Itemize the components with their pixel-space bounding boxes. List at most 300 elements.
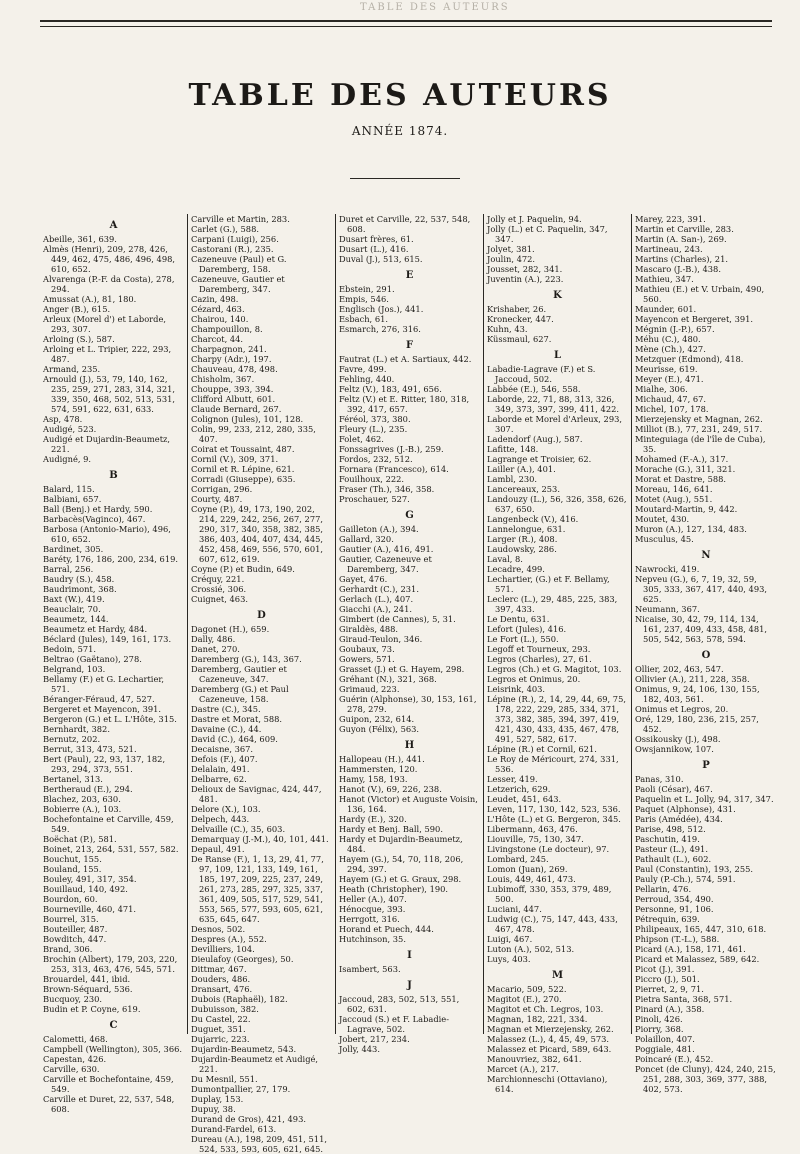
author-entry: Esmarch, 276, 316. bbox=[339, 324, 421, 334]
author-entry: Guyon (Félix), 563. bbox=[339, 724, 420, 734]
author-entry: Phipson (T.-L.), 588. bbox=[635, 934, 720, 944]
author-entry: Devilliers, 104. bbox=[191, 944, 255, 954]
author-entry: Herrgott, 316. bbox=[339, 914, 400, 924]
author-entry: Delalain, 491. bbox=[191, 764, 250, 774]
author-entry: Joulin, 472. bbox=[487, 254, 536, 264]
author-entry: Jaccoud, 283, 502, 513, 551, 602, 631. bbox=[339, 994, 460, 1014]
author-entry: Gerlach (L.), 407. bbox=[339, 594, 414, 604]
author-entry: Arloing (S.), 587. bbox=[43, 334, 115, 344]
author-entry: Fonssagrives (J.-B.), 259. bbox=[339, 444, 444, 454]
author-entry: Hayem (G.), 54, 70, 118, 206, 294, 397. bbox=[339, 854, 464, 874]
author-entry: Küssmaul, 627. bbox=[487, 334, 552, 344]
author-entry: Grasset (J.) et G. Hayem, 298. bbox=[339, 664, 465, 674]
author-entry: Paul (Constantin), 193, 255. bbox=[635, 864, 754, 874]
author-entry: Louis, 449, 461, 473. bbox=[487, 874, 576, 884]
author-entry: Decaisne, 367. bbox=[191, 744, 254, 754]
author-entry: Hallopeau (H.), 441. bbox=[339, 754, 425, 764]
index-column bbox=[336, 214, 484, 1054]
author-entry: Pierret, 2, 9, 71. bbox=[635, 984, 704, 994]
author-entry: Durand-Fardel, 613. bbox=[191, 1124, 277, 1134]
author-entry: Picot (J.), 391. bbox=[635, 964, 695, 974]
author-entry: Nawrocki, 419. bbox=[635, 564, 700, 574]
author-entry: Pinoli, 426. bbox=[635, 1014, 683, 1024]
author-entry: Defois (F.), 407. bbox=[191, 754, 258, 764]
author-entry: Boinet, 213, 264, 531, 557, 582. bbox=[43, 844, 179, 854]
author-entry: Jobert, 217, 234. bbox=[339, 1034, 410, 1044]
author-entry: Gowers, 571. bbox=[339, 654, 395, 664]
author-entry: Daremberg (G.) et Paul Cazeneuve, 158. bbox=[191, 684, 289, 704]
author-entry: Boëchat (P.), 581. bbox=[43, 834, 117, 844]
author-entry: Bardinet, 305. bbox=[43, 544, 104, 554]
author-entry: Dujardin-Beaumetz et Audigé, 221. bbox=[191, 1054, 319, 1074]
author-entry: Livingstone (Le docteur), 97. bbox=[487, 844, 610, 854]
author-entry: Langenbeck (V.), 416. bbox=[487, 514, 579, 524]
author-entry: Dujarric, 223. bbox=[191, 1034, 250, 1044]
author-entry: Isambert, 563. bbox=[339, 964, 401, 974]
author-entry: Claude Bernard, 267. bbox=[191, 404, 282, 414]
author-entry: Fouilhoux, 222. bbox=[339, 474, 405, 484]
author-entry: Bourdon, 60. bbox=[43, 894, 98, 904]
author-entry: Picard et Malassez, 589, 642. bbox=[635, 954, 760, 964]
author-entry: Du Mesnil, 551. bbox=[191, 1074, 258, 1084]
author-entry: Fehling, 440. bbox=[339, 374, 395, 384]
author-entry: Corrigan, 296. bbox=[191, 484, 253, 494]
author-entry: Bernutz, 202. bbox=[43, 734, 101, 744]
author-entry: Chauveau, 478, 498. bbox=[191, 364, 278, 374]
author-entry: Proschauer, 527. bbox=[339, 494, 410, 504]
author-entry: Feltz (V.), 183, 491, 656. bbox=[339, 384, 442, 394]
author-entry: Beaumetz, 144. bbox=[43, 614, 109, 624]
author-entry: Lecadre, 499. bbox=[487, 564, 545, 574]
author-entry: Hayem (G.) et G. Graux, 298. bbox=[339, 874, 462, 884]
author-entry: Nepveu (G.), 6, 7, 19, 32, 59, 305, 333, 367, 417, 440, 493, 625. bbox=[635, 574, 768, 604]
author-entry: Cuignet, 463. bbox=[191, 594, 248, 604]
author-entry: Paoli (César), 467. bbox=[635, 784, 713, 794]
author-entry: Dusart frères, 61. bbox=[339, 234, 414, 244]
author-entry: Polaillon, 407. bbox=[635, 1034, 695, 1044]
author-entry: Macario, 509, 522. bbox=[487, 984, 567, 994]
author-entry: Bellamy (F.) et G. Lechartier, 571. bbox=[43, 674, 165, 694]
author-entry: Armand, 235. bbox=[43, 364, 101, 374]
author-entry: Laborde, 22, 71, 88, 313, 326, 349, 373, 397, 399, 411, 422. bbox=[487, 394, 620, 414]
author-entry: Charpy (Adr.), 197. bbox=[191, 354, 272, 364]
author-entry: Minteguiaga (de l'île de Cuba), 35. bbox=[635, 434, 766, 454]
author-entry: Bedoin, 571. bbox=[43, 644, 97, 654]
author-entry: Hanot (V.), 69, 226, 238. bbox=[339, 784, 442, 794]
author-entry: Fordos, 232, 512. bbox=[339, 454, 413, 464]
author-entry: Carlet (G.), 588. bbox=[191, 224, 259, 234]
author-entry: Esbach, 61. bbox=[339, 314, 389, 324]
author-entry: Ludwig (C.), 75, 147, 443, 433, 467, 478. bbox=[487, 914, 618, 934]
author-entry: Moutet, 430. bbox=[635, 514, 690, 524]
author-entry: Paschutin, 419. bbox=[635, 834, 700, 844]
author-entry: Libermann, 463, 476. bbox=[487, 824, 578, 834]
author-entry: Malassez et Picard, 589, 643. bbox=[487, 1044, 612, 1054]
author-entry: David (C.), 464, 609. bbox=[191, 734, 278, 744]
author-entry: Martin et Carville, 283. bbox=[635, 224, 734, 234]
section-letter: C bbox=[109, 1020, 118, 1031]
author-entry: Bert (Paul), 22, 93, 137, 182, 293, 294, 373, 551. bbox=[43, 754, 166, 774]
index-column bbox=[632, 214, 780, 1094]
author-entry: Morache (G.), 311, 321. bbox=[635, 464, 736, 474]
author-entry: Barral, 256. bbox=[43, 564, 94, 574]
author-entry: Bobierre (A.), 103. bbox=[43, 804, 122, 814]
author-entry: Magnan, 182, 221, 334. bbox=[487, 1014, 588, 1024]
author-entry: Feltz (V.) et E. Ritter, 180, 318, 392, 417, 657. bbox=[339, 394, 470, 414]
author-entry: Fautrat (L.) et A. Sartiaux, 442. bbox=[339, 354, 472, 364]
author-entry: Mathieu, 347. bbox=[635, 274, 694, 284]
author-entry: Almès (Henri), 209, 278, 426, 449, 462, 475, 486, 496, 498, 610, 652. bbox=[43, 244, 176, 274]
author-entry: Courty, 487. bbox=[191, 494, 243, 504]
author-entry: Leclerc (L.), 29, 485, 225, 383, 397, 433. bbox=[487, 594, 618, 614]
author-entry: Gimbert (de Cannes), 5, 31. bbox=[339, 614, 456, 624]
author-entry: Du Castel, 22. bbox=[191, 1014, 251, 1024]
author-entry: Metzquer (Edmond), 418. bbox=[635, 354, 744, 364]
author-entry: Dally, 486. bbox=[191, 634, 236, 644]
author-entry: Bowditch, 447. bbox=[43, 934, 107, 944]
author-entry: Pasteur (L.), 491. bbox=[635, 844, 708, 854]
author-entry: Ollivier (A.), 211, 228, 358. bbox=[635, 674, 750, 684]
author-entry: Meurisse, 619. bbox=[635, 364, 698, 374]
author-entry: Magitot et Ch. Legros, 103. bbox=[487, 1004, 604, 1014]
section-letter: I bbox=[407, 950, 412, 961]
author-entry: Lechartier, (G.) et F. Bellamy, 571. bbox=[487, 574, 610, 594]
author-entry: Cazeneuve, Gautier et Daremberg, 347. bbox=[191, 274, 285, 294]
author-entry: Bouland, 155. bbox=[43, 864, 102, 874]
author-entry: Piccro (J.), 501. bbox=[635, 974, 700, 984]
author-entry: Daremberg, Gautier et Cazeneuve, 347. bbox=[191, 664, 287, 684]
author-entry: Oré, 129, 180, 236, 215, 257, 452. bbox=[635, 714, 759, 734]
author-entry: Hénocque, 393. bbox=[339, 904, 406, 914]
author-entry: Leven, 117, 130, 142, 523, 536. bbox=[487, 804, 621, 814]
author-entry: Meyer (E.), 471. bbox=[635, 374, 704, 384]
author-entry: Kronecker, 447. bbox=[487, 314, 554, 324]
author-entry: Carville et Bochefontaine, 459, 549. bbox=[43, 1074, 174, 1094]
author-entry: Picard (A.), 158, 171, 461. bbox=[635, 944, 746, 954]
author-entry: Dureau (A.), 198, 209, 451, 511, 524, 533, 593, 605, 621, 645. bbox=[191, 1134, 327, 1154]
author-entry: Béranger-Féraud, 47, 527. bbox=[43, 694, 155, 704]
author-entry: Nicaise, 30, 42, 79, 114, 134, 161, 237, 409, 433, 458, 481, 505, 542, 563, 578, 594. bbox=[635, 614, 768, 644]
author-entry: Giraud-Teulon, 346. bbox=[339, 634, 423, 644]
author-entry: Audigé et Dujardin-Beaumetz, 221. bbox=[43, 434, 171, 454]
author-entry: Pauly (P.-Ch.), 574, 591. bbox=[635, 874, 736, 884]
author-entry: Labbée (E.), 546, 558. bbox=[487, 384, 581, 394]
author-entry: Guérin (Alphonse), 30, 153, 161, 278, 279. bbox=[339, 694, 477, 714]
author-entry: Mialhe, 306. bbox=[635, 384, 688, 394]
author-entry: Lomon (Juan), 269. bbox=[487, 864, 568, 874]
author-entry: Amussat (A.), 81, 180. bbox=[43, 294, 137, 304]
section-letter: G bbox=[405, 510, 414, 521]
author-entry: Michel, 107, 178. bbox=[635, 404, 709, 414]
author-entry: Bochefontaine et Carville, 459, 549. bbox=[43, 814, 174, 834]
author-entry: Legros (Ch.) et G. Magitot, 103. bbox=[487, 664, 622, 674]
author-entry: Brochin (Albert), 179, 203, 220, 253, 313, 463, 476, 545, 571. bbox=[43, 954, 178, 974]
author-entry: Heath (Christopher), 190. bbox=[339, 884, 449, 894]
author-entry: Alvarenga (P.-F. da Costa), 278, 294. bbox=[43, 274, 175, 294]
author-entry: Brown-Séquard, 536. bbox=[43, 984, 133, 994]
section-letter: O bbox=[701, 650, 711, 661]
author-entry: Empis, 546. bbox=[339, 294, 389, 304]
author-entry: Manouvriez, 382, 641. bbox=[487, 1054, 582, 1064]
author-entry: Balard, 115. bbox=[43, 484, 95, 494]
author-entry: Lambl, 230. bbox=[487, 474, 538, 484]
author-entry: Cornil et R. Lépine, 621. bbox=[191, 464, 295, 474]
author-entry: Owsjannikow, 107. bbox=[635, 744, 714, 754]
author-entry: Milliot (B.), 77, 231, 249, 517. bbox=[635, 424, 763, 434]
author-entry: Brouardel, 441, ibid. bbox=[43, 974, 131, 984]
author-entry: Bourneville, 460, 471. bbox=[43, 904, 137, 914]
author-entry: Dubois (Raphaël), 182. bbox=[191, 994, 288, 1004]
author-entry: Baudrimont, 368. bbox=[43, 584, 117, 594]
author-entry: Philipeaux, 165, 447, 310, 618. bbox=[635, 924, 767, 934]
author-entry: Coirat et Toussaint, 487. bbox=[191, 444, 295, 454]
author-entry: Fraser (Th.), 346, 358. bbox=[339, 484, 435, 494]
author-entry: Bucquoy, 230. bbox=[43, 994, 103, 1004]
author-entry: Lefort (Jules), 416. bbox=[487, 624, 567, 634]
author-entry: Morat et Dastre, 588. bbox=[635, 474, 727, 484]
author-entry: Mierzejensky et Magnan, 262. bbox=[635, 414, 763, 424]
author-entry: Onimus, 9, 24, 106, 130, 155, 182, 403, 561. bbox=[635, 684, 760, 704]
author-entry: Legros (Charles), 27, 61. bbox=[487, 654, 592, 664]
author-entry: Blachez, 203, 630. bbox=[43, 794, 121, 804]
author-entry: Dumontpallier, 27, 179. bbox=[191, 1084, 291, 1094]
index-columns bbox=[40, 214, 780, 1154]
author-entry: Balbiani, 657. bbox=[43, 494, 102, 504]
author-entry: Le Roy de Méricourt, 274, 331, 536. bbox=[487, 754, 619, 774]
author-entry: Féréol, 373, 380. bbox=[339, 414, 411, 424]
author-entry: Dujardin-Beaumetz, 543. bbox=[191, 1044, 297, 1054]
author-entry: Duval (J.), 513, 615. bbox=[339, 254, 423, 264]
author-entry: Personne, 91, 106. bbox=[635, 904, 714, 914]
author-entry: Ossikousky (J.), 498. bbox=[635, 734, 721, 744]
author-entry: Goubaux, 73. bbox=[339, 644, 395, 654]
author-entry: Favre, 499. bbox=[339, 364, 387, 374]
author-entry: Campbell (Wellington), 305, 366. bbox=[43, 1044, 183, 1054]
author-entry: Beaumetz et Hardy, 484. bbox=[43, 624, 148, 634]
author-entry: Dieulafoy (Georges), 50. bbox=[191, 954, 294, 964]
author-entry: Baxt (W.), 419. bbox=[43, 594, 105, 604]
author-entry: Chouppe, 393, 394. bbox=[191, 384, 274, 394]
author-entry: L'Hôte (L.) et G. Bergeron, 345. bbox=[487, 814, 621, 824]
author-entry: Hardy et Dujardin-Beaumetz, 484. bbox=[339, 834, 463, 854]
author-entry: Cézard, 463. bbox=[191, 304, 245, 314]
author-entry: Horand et Puech, 444. bbox=[339, 924, 434, 934]
author-entry: Carpani (Luigi), 256. bbox=[191, 234, 279, 244]
author-entry: Dastre (C.), 345. bbox=[191, 704, 261, 714]
section-letter: H bbox=[404, 740, 415, 751]
author-entry: Ollier, 202, 463, 547. bbox=[635, 664, 724, 674]
author-entry: Hammersten, 120. bbox=[339, 764, 418, 774]
title-divider bbox=[350, 178, 460, 179]
author-entry: Coyne (P.) et Budin, 649. bbox=[191, 564, 295, 574]
author-entry: Carville et Duret, 22, 537, 548, 608. bbox=[43, 1094, 175, 1114]
author-entry: Le Dentu, 631. bbox=[487, 614, 550, 624]
author-entry: Ladendorf (Aug.), 587. bbox=[487, 434, 583, 444]
author-entry: Delore (X.), 103. bbox=[191, 804, 261, 814]
author-entry: Martineau, 243. bbox=[635, 244, 703, 254]
author-entry: Juventin (A.), 223. bbox=[487, 274, 564, 284]
author-entry: Jolly et J. Paquelin, 94. bbox=[487, 214, 582, 224]
author-entry: Onimus et Legros, 20. bbox=[635, 704, 729, 714]
author-entry: Danet, 270. bbox=[191, 644, 240, 654]
author-entry: Poggiale, 481. bbox=[635, 1044, 695, 1054]
author-entry: Abeille, 361, 639. bbox=[43, 234, 117, 244]
author-entry: De Ranse (F.), 1, 13, 29, 41, 77, 97, 109, 121, 133, 149, 161, 185, 197, 209, 225, 237, 249, 261, 273, 285, 297, 325, 337, 361, 409, 505, 517, 529, 541, 553, 565, 577, 593, 605, 621, 635, 645, 647. bbox=[191, 854, 324, 924]
index-column bbox=[484, 214, 632, 1094]
author-entry: Poincaré (E.), 452. bbox=[635, 1054, 714, 1064]
author-entry: Colignon (Jules), 101, 128. bbox=[191, 414, 304, 424]
section-letter: J bbox=[407, 980, 412, 991]
author-entry: Bertheraud (E.), 294. bbox=[43, 784, 133, 794]
author-entry: Landouzy (L.), 56, 326, 358, 626, 637, 650. bbox=[487, 494, 627, 514]
author-entry: Bergeret et Mayencon, 391. bbox=[43, 704, 162, 714]
author-entry: Leudet, 451, 643. bbox=[487, 794, 562, 804]
author-entry: Muron (A.), 127, 134, 483. bbox=[635, 524, 747, 534]
author-entry: Marchionneschi (Ottaviano), 614. bbox=[487, 1074, 608, 1094]
author-entry: Belgrand, 103. bbox=[43, 664, 106, 674]
author-entry: Bernhardt, 382. bbox=[43, 724, 110, 734]
top-rule bbox=[40, 20, 772, 22]
author-entry: Marey, 223, 391. bbox=[635, 214, 706, 224]
author-entry: Béclard (Jules), 149, 161, 173. bbox=[43, 634, 172, 644]
author-entry: Hardy et Benj. Ball, 590. bbox=[339, 824, 443, 834]
author-entry: Laudowsky, 286. bbox=[487, 544, 557, 554]
author-entry: Desnos, 502. bbox=[191, 924, 246, 934]
author-entry: Beauclair, 70. bbox=[43, 604, 101, 614]
author-entry: Leisrink, 403. bbox=[487, 684, 546, 694]
author-entry: Mégnin (J.-P.), 657. bbox=[635, 324, 715, 334]
author-entry: Poncet (de Cluny), 424, 240, 215, 251, 288, 303, 369, 377, 388, 402, 573. bbox=[635, 1064, 776, 1094]
author-entry: Pietra Santa, 368, 571. bbox=[635, 994, 733, 1004]
section-letter: M bbox=[551, 970, 564, 981]
page-title: TABLE DES AUTEURS bbox=[188, 78, 612, 113]
author-entry: Liouville, 75, 130, 347. bbox=[487, 834, 584, 844]
page-subtitle: ANNÉE 1874. bbox=[351, 124, 449, 138]
author-entry: Giraldès, 488. bbox=[339, 624, 399, 634]
author-entry: Lancereaux, 253. bbox=[487, 484, 560, 494]
author-entry: Lafitte, 148. bbox=[487, 444, 539, 454]
author-entry: Letzerich, 629. bbox=[487, 784, 551, 794]
author-entry: Folet, 462. bbox=[339, 434, 384, 444]
author-entry: Capestan, 426. bbox=[43, 1054, 107, 1064]
author-entry: Carville et Martin, 283. bbox=[191, 214, 290, 224]
author-entry: Gallard, 320. bbox=[339, 534, 394, 544]
author-entry: Lailler (A.), 401. bbox=[487, 464, 556, 474]
author-entry: Pinard (A.), 358. bbox=[635, 1004, 705, 1014]
author-entry: Laval, 8. bbox=[487, 554, 523, 564]
author-entry: Lannelongue, 631. bbox=[487, 524, 566, 534]
author-entry: Mène (Ch.), 427. bbox=[635, 344, 706, 354]
author-entry: Magitot (E.), 270. bbox=[487, 994, 562, 1004]
author-entry: Brand, 306. bbox=[43, 944, 93, 954]
author-entry: Hamy, 158, 193. bbox=[339, 774, 408, 784]
author-entry: Charcot, 44. bbox=[191, 334, 244, 344]
author-entry: Dagonet (H.), 659. bbox=[191, 624, 270, 634]
author-entry: Gerhardt (C.), 231. bbox=[339, 584, 419, 594]
author-entry: Magnan et Mierzejensky, 262. bbox=[487, 1024, 614, 1034]
author-entry: Calometti, 468. bbox=[43, 1034, 108, 1044]
author-entry: Arleux (Morel d') et Laborde, 293, 307. bbox=[43, 314, 167, 334]
author-entry: Castorani (R.), 235. bbox=[191, 244, 274, 254]
author-entry: Coyne (P.), 49, 173, 190, 202, 214, 229, 242, 256, 267, 277, 290, 317, 340, 358, 382, 385, 386, 403, 404, 407, 434, 445, 452, 458, 469, 556, 570, 601, 607, 612, 619. bbox=[191, 504, 324, 564]
author-entry: Barbosa (Antonio-Mario), 496, 610, 652. bbox=[43, 524, 171, 544]
author-entry: Martins (Charles), 21. bbox=[635, 254, 729, 264]
author-entry: Beltrao (Gaëtano), 278. bbox=[43, 654, 142, 664]
author-entry: Malassez (L.), 4, 45, 49, 573. bbox=[487, 1034, 610, 1044]
author-entry: Cornil (V.), 309, 371. bbox=[191, 454, 279, 464]
author-entry: Delioux de Savignac, 424, 447, 481. bbox=[191, 784, 322, 804]
author-entry: Bouteiller, 487. bbox=[43, 924, 108, 934]
author-entry: Labadie-Lagrave (F.) et S. Jaccoud, 502. bbox=[487, 364, 596, 384]
author-entry: Legoff et Tourneux, 293. bbox=[487, 644, 591, 654]
author-entry: Musculus, 45. bbox=[635, 534, 694, 544]
author-entry: Marcet (A.), 217. bbox=[487, 1064, 559, 1074]
author-entry: Panas, 310. bbox=[635, 774, 684, 784]
author-entry: Baudry (S.), 458. bbox=[43, 574, 115, 584]
author-entry: Bertanel, 313. bbox=[43, 774, 103, 784]
author-entry: Budin et P. Coyne, 619. bbox=[43, 1004, 141, 1014]
top-rule-thin bbox=[40, 26, 772, 27]
author-entry: Depaul, 491. bbox=[191, 844, 245, 854]
author-entry: Dupuy, 38. bbox=[191, 1104, 236, 1114]
author-entry: Cazeneuve (Paul) et G. Daremberg, 158. bbox=[191, 254, 287, 274]
author-entry: Perroud, 354, 490. bbox=[635, 894, 714, 904]
author-entry: Dusart (L.), 416. bbox=[339, 244, 409, 254]
author-entry: Kuhn, 43. bbox=[487, 324, 528, 334]
author-entry: Crossié, 306. bbox=[191, 584, 247, 594]
author-entry: Mohamed (F.-A.), 317. bbox=[635, 454, 729, 464]
author-entry: Moreau, 146, 641. bbox=[635, 484, 713, 494]
author-entry: Hutchinson, 35. bbox=[339, 934, 406, 944]
author-entry: Bergeron (G.) et L. L'Hôte, 315. bbox=[43, 714, 177, 724]
author-entry: Delpech, 443. bbox=[191, 814, 250, 824]
author-entry: Berrut, 313, 473, 521. bbox=[43, 744, 137, 754]
author-entry: Maunder, 601. bbox=[635, 304, 697, 314]
author-entry: Davaine (C.), 44. bbox=[191, 724, 262, 734]
author-entry: Fleury (L.), 235. bbox=[339, 424, 408, 434]
author-entry: Jousset, 282, 341. bbox=[487, 264, 563, 274]
author-entry: Gayet, 476. bbox=[339, 574, 388, 584]
author-entry: Jolyet, 381. bbox=[487, 244, 535, 254]
author-entry: Carville, 630. bbox=[43, 1064, 100, 1074]
author-entry: Moutard-Martin, 9, 442. bbox=[635, 504, 738, 514]
author-entry: Arloing et L. Tripier, 222, 293, 487. bbox=[43, 344, 172, 364]
section-letter: B bbox=[109, 470, 118, 481]
author-entry: Laborde et Morel d'Arleux, 293, 307. bbox=[487, 414, 623, 434]
author-entry: Larger (R.), 408. bbox=[487, 534, 558, 544]
section-letter: P bbox=[702, 760, 710, 771]
author-entry: Hardy (E.), 320. bbox=[339, 814, 407, 824]
author-entry: Charpagnon, 241. bbox=[191, 344, 267, 354]
author-entry: Pellarin, 476. bbox=[635, 884, 692, 894]
author-entry: Motet (Aug.), 551. bbox=[635, 494, 713, 504]
author-entry: Asp, 478. bbox=[43, 414, 83, 424]
section-letter: F bbox=[405, 340, 414, 351]
section-letter: E bbox=[405, 270, 414, 281]
author-entry: Barbacès(Vaginco), 467. bbox=[43, 514, 146, 524]
author-entry: Chairou, 140. bbox=[191, 314, 249, 324]
author-entry: Neumann, 367. bbox=[635, 604, 700, 614]
author-entry: Martin (A. San-), 269. bbox=[635, 234, 727, 244]
author-entry: Guipon, 232, 614. bbox=[339, 714, 415, 724]
author-entry: Delbarre, 62. bbox=[191, 774, 247, 784]
author-entry: Mathieu (E.) et V. Urbain, 490, 560. bbox=[635, 284, 765, 304]
author-entry: Lombard, 245. bbox=[487, 854, 549, 864]
author-entry: Corradi (Giuseppe), 635. bbox=[191, 474, 296, 484]
section-letter: A bbox=[109, 220, 118, 231]
author-entry: Dittmar, 467. bbox=[191, 964, 247, 974]
author-entry: Piorry, 368. bbox=[635, 1024, 684, 1034]
